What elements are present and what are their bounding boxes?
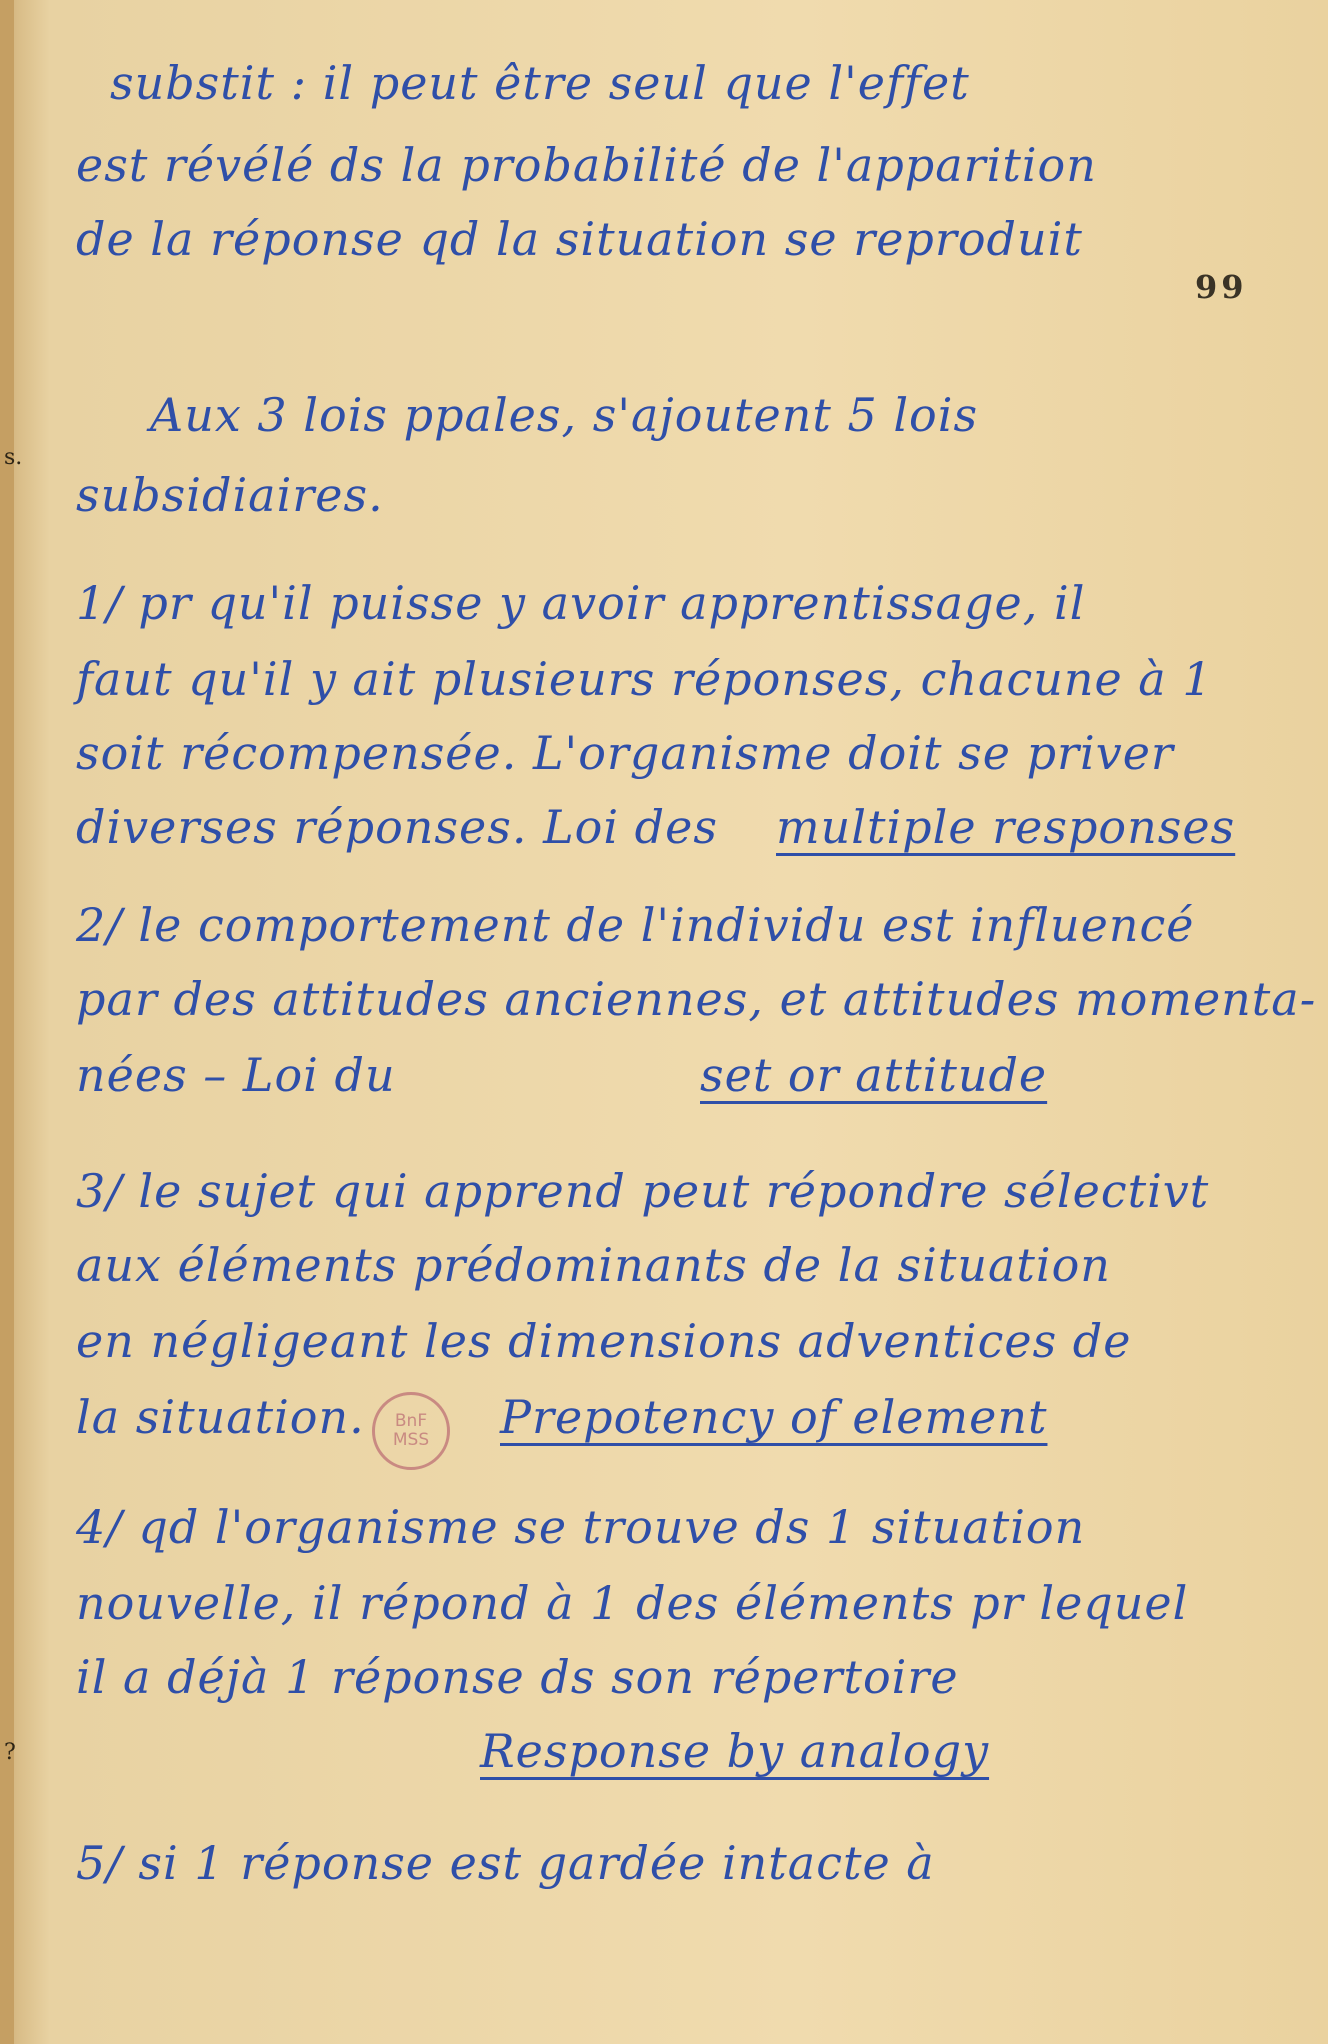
bnf-mss-stamp (372, 1392, 450, 1470)
edge-mark: s. (4, 445, 23, 470)
law-title: Response by analogy (480, 1724, 990, 1778)
page-number: 99 (1195, 268, 1248, 306)
text-line: il a déjà 1 réponse ds son répertoire (76, 1650, 959, 1704)
text-line: la situation. (76, 1390, 365, 1444)
edge-mark: ? (4, 1740, 16, 1765)
text-line: substit : il peut être seul que l'effet (110, 56, 970, 110)
text-line: aux éléments prédominants de la situation (76, 1238, 1111, 1292)
text-line: subsidiaires. (76, 468, 384, 522)
text-line: 3/ le sujet qui apprend peut répondre sélectivt (76, 1164, 1210, 1218)
text-line: diverses réponses. Loi des (76, 800, 718, 854)
text-line: 1/ pr qu'il puisse y avoir apprentissage, il (76, 576, 1086, 630)
text-line: est révélé ds la probabilité de l'apparition (76, 138, 1097, 192)
text-line: 2/ le comportement de l'individu est influencé (76, 898, 1195, 952)
law-title: Prepotency of element (500, 1390, 1048, 1444)
text-line: nouvelle, il répond à 1 des éléments pr lequel (76, 1576, 1189, 1630)
law-title: set or attitude (700, 1048, 1048, 1102)
text-line: faut qu'il y ait plusieurs réponses, chacune à 1 (76, 652, 1213, 706)
stamp-line: MSS (392, 1430, 430, 1450)
text-line: Aux 3 lois ppales, s'ajoutent 5 lois (150, 388, 979, 442)
law-title: multiple responses (776, 800, 1236, 854)
stamp-line: BnF (394, 1411, 428, 1431)
text-line: 4/ qd l'organisme se trouve ds 1 situation (76, 1500, 1086, 1554)
text-line: soit récompensée. L'organisme doit se priver (76, 726, 1174, 780)
text-line: nées – Loi du (76, 1048, 396, 1102)
text-line: en négligeant les dimensions adventices de (76, 1314, 1132, 1368)
text-line: de la réponse qd la situation se reproduit (76, 212, 1083, 266)
binding-edge (0, 0, 14, 2044)
text-line: 5/ si 1 réponse est gardée intacte à (76, 1836, 935, 1890)
text-line: par des attitudes anciennes, et attitudes momenta- (76, 972, 1317, 1026)
